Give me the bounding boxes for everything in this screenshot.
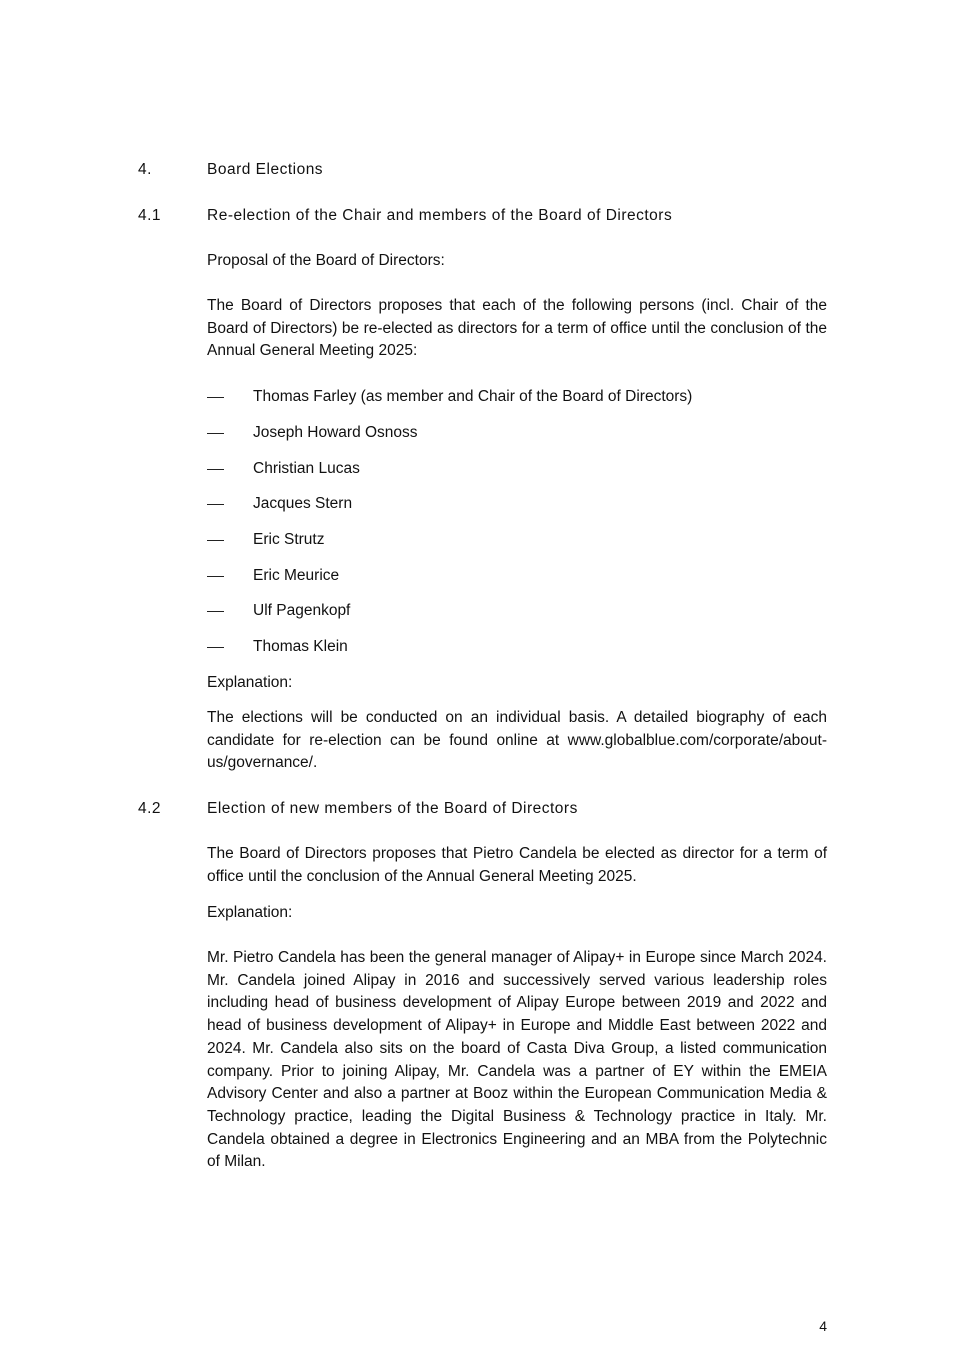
- candidate-name: Eric Strutz: [253, 531, 325, 548]
- dash-bullet: [207, 540, 224, 541]
- section-4-1-title: Re-election of the Chair and members of the Board of Directors: [207, 207, 673, 224]
- proposal-label: Proposal of the Board of Directors:: [207, 252, 445, 269]
- section-4-heading: [138, 160, 323, 180]
- explanation-label: Explanation:: [207, 904, 293, 921]
- explanation-label: Explanation:: [207, 674, 293, 691]
- dash-bullet: [207, 611, 224, 612]
- proposal-text: The Board of Directors proposes that each of the following persons (incl. Chair of the Board of Directors) be re-elected as directors for a term of office until the conclusion of the Annual General Meeting 2025:: [207, 297, 827, 360]
- candidate-biography: Mr. Pietro Candela has been the general manager of Alipay+ in Europe since March 2024. Mr. Candela joined Alipay in 2016 and successively served various leadership roles including head of business development of Alipay Europe between 2019 and 2022 and head of business development of Alipay+ in Europe and Middle East between 2022 and 2024. Mr. Candela also sits on the board of Casta Diva Group, a listed communication company. Prior to joining Alipay, Mr. Candela was a partner of EY within the EMEIA Advisory Center and also a partner at Booz within the European Communication Media & Technology practice, leading the Digital Business & Technology practice in Italy. Mr. Candela obtained a degree in Electronics Engineering and an MBA from the Polytechnic of Milan.: [207, 949, 827, 1171]
- section-4-title: Board Elections: [207, 161, 324, 178]
- page-number: 4: [819, 1318, 827, 1334]
- candidate-name: Joseph Howard Osnoss: [253, 424, 418, 441]
- candidate-name: Thomas Klein: [253, 638, 348, 655]
- dash-bullet: [207, 469, 224, 470]
- section-4-2-number: 4.2: [138, 800, 162, 817]
- candidate-name: Eric Meurice: [253, 567, 340, 584]
- dash-bullet: [207, 576, 224, 577]
- section-4-2-heading: [138, 799, 578, 819]
- explanation-text: The elections will be conducted on an individual basis. A detailed biography of each candidate for re-election can be found online at www.globalblue.com/corporate/about-us/governance/.: [207, 709, 827, 772]
- candidate-name: Jacques Stern: [253, 495, 353, 512]
- section-4-1-heading: [138, 206, 672, 226]
- section-4-2-title: Election of new members of the Board of Directors: [207, 800, 578, 817]
- candidate-name: Ulf Pagenkopf: [253, 602, 351, 619]
- dash-bullet: [207, 433, 224, 434]
- dash-bullet: [207, 397, 224, 398]
- dash-bullet: [207, 647, 224, 648]
- candidate-name: Christian Lucas: [253, 460, 360, 477]
- section-4-1-number: 4.1: [138, 207, 162, 224]
- candidate-name: Thomas Farley (as member and Chair of the Board of Directors): [253, 388, 693, 405]
- election-proposal-text: The Board of Directors proposes that Pietro Candela be elected as director for a term of office until the conclusion of the Annual General Meeting 2025.: [207, 845, 827, 885]
- dash-bullet: [207, 504, 224, 505]
- section-4-number: 4.: [138, 161, 152, 178]
